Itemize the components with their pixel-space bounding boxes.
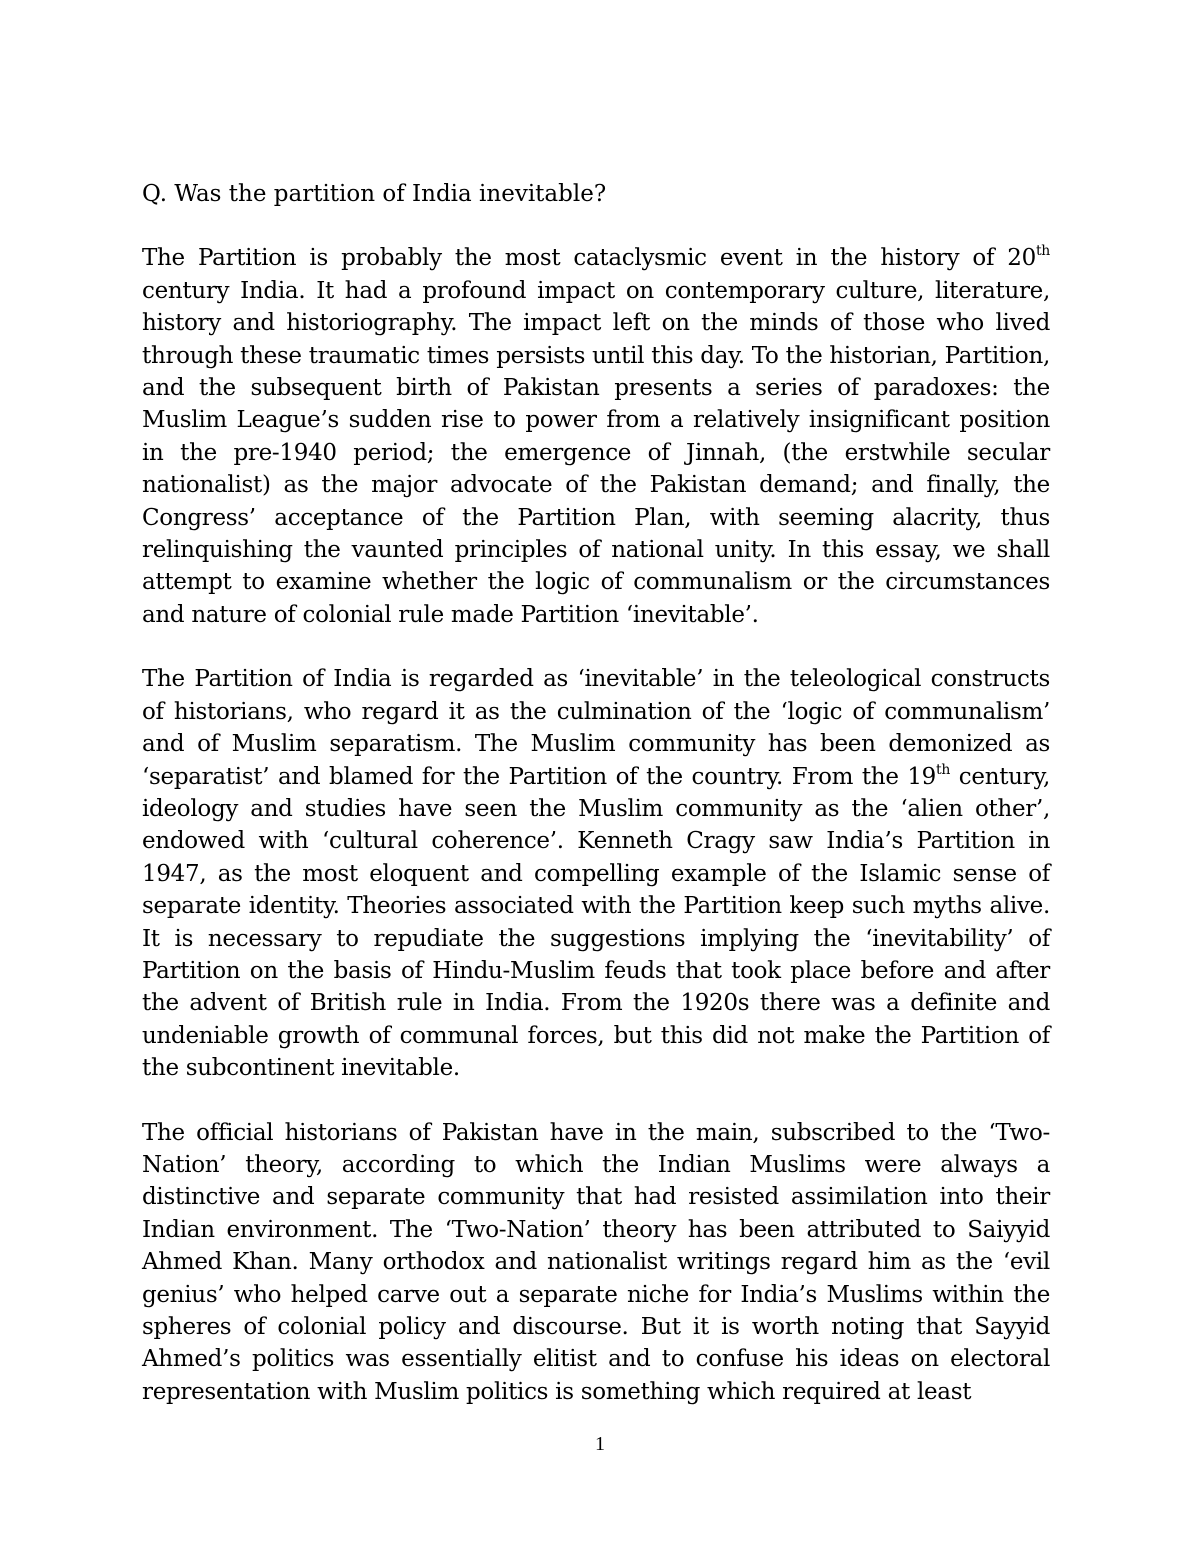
document-body	[142, 178, 1050, 1440]
paragraph-1-text-a: The Partition is probably the most cataclysmic event in the history of 20	[142, 245, 1036, 272]
paragraph-2-text-a: The Partition of India is regarded as ‘inevitable’ in the teleological constructs of historians, who regard it as the culmination of the ‘logic of communalism’ and of Muslim separatism. The Muslim community has been demonized as ‘separatist’ and blamed for the Partition of the country. From the 19	[142, 666, 1050, 790]
paragraph-1-text-b: century India. It had a profound impact on contemporary culture, literature, history and historiography. The impact left on the minds of those who lived through these traumatic times persists until this day. To the historian, Partition, and the subsequent birth of Pakistan presents a series of paradoxes: the Muslim League’s sudden rise to power from a relatively insignificant position in the pre-1940 period; the emergence of Jinnah, (the erstwhile secular nationalist) as the major advocate of the Pakistan demand; and finally, the Congress’ acceptance of the Partition Plan, with seeming alacrity, thus relinquishing the vaunted principles of national unity. In this essay, we shall attempt to examine whether the logic of communalism or the circumstances and nature of colonial rule made Partition ‘inevitable’.	[142, 277, 1050, 628]
superscript-th: th	[1035, 243, 1050, 260]
paragraph-1	[142, 242, 1050, 631]
paragraph-3: The official historians of Pakistan have in the main, subscribed to the ‘Two-Nation’ theory, according to which the Indian Muslims were always a distinctive and separate community that had resisted assimilation into their Indian environment. The ‘Two-Nation’ theory has been attributed to Saiyyid Ahmed Khan. Many orthodox and nationalist writings regard him as the ‘evil genius’ who helped carve out a separate niche for India’s Muslims within the spheres of colonial policy and discourse. But it is worth noting that Sayyid Ahmed’s politics was essentially elitist and to confuse his ideas on electoral representation with Muslim politics is something which required at least	[142, 1119, 1050, 1405]
paragraph-2-text-b: century, ideology and studies have seen the Muslim community as the ‘alien other’, endowed with ‘cultural coherence’. Kenneth Cragy saw India’s Partition in 1947, as the most eloquent and compelling example of the Islamic sense of separate identity. Theories associated with the Partition keep such myths alive. It is necessary to repudiate the suggestions implying the ‘inevitability’ of Partition on the basis of Hindu-Muslim feuds that took place before and after the advent of British rule in India. From the 1920s there was a definite and undeniable growth of communal forces, but this did not make the Partition of the subcontinent inevitable.	[142, 763, 1051, 1082]
page-number: 1	[595, 1433, 605, 1455]
superscript-th: th	[936, 761, 951, 778]
question-heading: Q. Was the partition of India inevitable?	[142, 181, 607, 207]
paragraph-2	[142, 663, 1050, 1084]
